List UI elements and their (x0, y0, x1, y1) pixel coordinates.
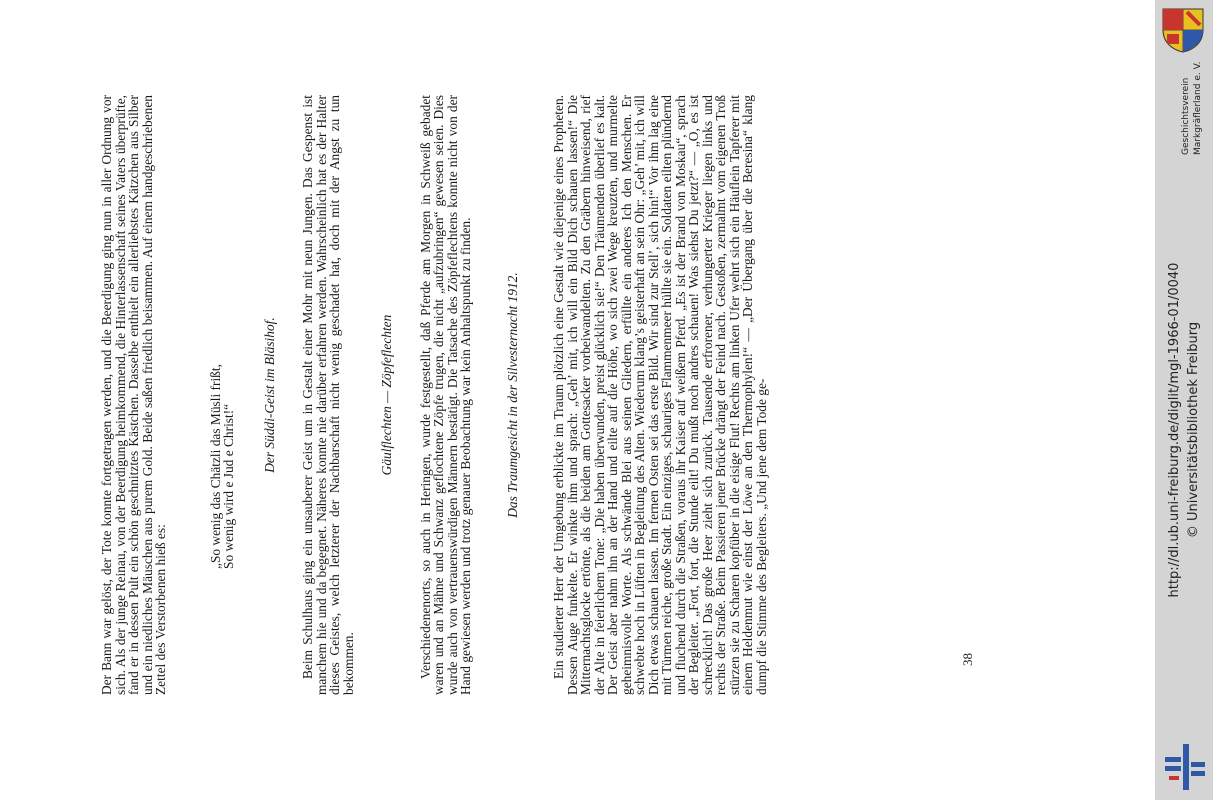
source-url-link[interactable]: http://dl.ub.uni-freiburg.de/diglit/mgl-1966-01/0040 (1167, 262, 1182, 598)
paragraph-4: Ein studierter Herr der Umgebung erblickte im Traum plötzlich eine Gestalt wie diejenige eines Propheten. Dessen Auge funkelte. Er winkte ihm und sprach: „Geh’ mit, ich will ein Bild Dich schauen lassen!“ Die Mitternachtsglocke ertönte, als die beiden am Gottesacker vorbeiwandelten. Zu den Gräbern hinweisend, rief der Alte in feierlichem Tone: „Die haben überwunden, preist glücklich sie!“ Den Träumenden überlief es kalt. Der Geist aber nahm ihn an der Hand und eilte auf die Höhe, wo sich zwei Wege kreuzten, und murmelte geheimnisvolle Worte. Als schwände Blei aus seinen Gliedern, erfüllte ein anderes Ich den Menschen. Er schwebte hoch in Lüften in Begleitung des Alten. Wiederum klang’s geisterhaft an sein Ohr: „Geh’ mit, ich will Dich etwas schauen lassen. Im fernen Osten sei das erste Bild. Wir sind zur Stell’, sich hin!“ Vor ihm lag eine mit Türmen reiche, große Stadt. Ein einziges, schauriges Flammenmeer hüllte sie ein. Soldaten eilten plündernd und fluchend durch die Straßen, voraus ihr Kaiser auf weißem Pferd. „Es ist der Brand von Moskau“, sprach der Begleiter. „Fort, fort, die Stunde eilt! Du mußt noch andres schauen! Was siehst Du jetzt?“ — „O, es ist schrecklich! Das große Heer zieht sich zurück. Tausende erfrorener, verhungerter Krieger liegen links und rechts der Straße. Beim Passieren jener Brücke drängt der Feind nach. Gestoßen, zermalmt vom eigenen Troß stürzen sie zu Scharen kopfüber in die eisige Flut! Rechts am linken Ufer wehrt sich ein Häuflein Tapferer mit einem Heldenmut wie einst der Löwe an den Thermophylen!“ — „Der Übergang über die Beresina“ klang dumpf die Stimme des Begleiters. „Und jene dem Tode ge- (551, 95, 769, 695)
paragraph-1: Der Bann war gelöst, der Tote konnte fortgetragen werden, und die Beerdigung ging nun in aller Ordnung vor sich. Als der junge Reinau, von der Beerdigung heimkommend, die Hinterlassenschaft seines Vaters überprüfte, fand er in dessen Pult ein schön geschnitztes Kästchen. Dasselbe enthielt ein allerliebstes Kätzchen aus Silber und ein niedliches Mäuschen aus purem Gold. Beide saßen friedlich beisammen. Auf einem handgeschriebenen Zettel des Verstorbenen hieß es: (99, 95, 168, 695)
page-number: 38 (960, 653, 975, 666)
heading-traumgesicht: Das Traumgesicht in der Silvesternacht 1912. (504, 272, 520, 518)
verse-line-2: So wenig wird e Jud e Christ!“ (221, 403, 236, 569)
paragraph-3: Verschiedenenorts, so auch in Heringen, wurde festgestellt, daß Pferde am Morgen in Schweiß gebadet waren und an Mähne und Schwanz geflochtene Zöpfe trugen, die nicht „aufzubringen“ gewesen seien. Dies wurde auch von vertrauenswürdigen Männern bestätigt. Die Tatsache des Zöpfeflechtens konnte nicht von der Hand gewiesen werden und trotz genauer Beobachtung war kein Anhaltspunkt zu finden. (417, 95, 473, 695)
source-info (1165, 170, 1205, 690)
society-line-1: Geschichtsverein (1181, 77, 1191, 155)
verse-line-1: „So wenig das Chätzli das Müsli frißt, (207, 364, 223, 569)
paragraph-2: Beim Schulhaus ging ein unsauberer Geist um in Gestalt einer Mohr mit neun Jungen. Das Gespenst ist manchem hie und da begegnet. Näheres konnte nie darüber erfahren werden. Wahrscheinlich hat es der Halter dieses Geistes, welch letzterer der Nachbarschaft nicht wenig geschadet hat, doch mit der Angst zu tun bekommen. (300, 95, 356, 695)
society-line-2: Markgräflerland e. V. (1193, 61, 1203, 155)
copyright-text: © Universitätsbibliothek Freiburg (1186, 321, 1201, 539)
ub-logo-icon[interactable] (1163, 744, 1207, 790)
crest-icon (1160, 6, 1206, 54)
heading-gaeulflechten: Gäulflechten — Zöpfeflechten (379, 314, 394, 476)
heading-sueddi-geist: Der Süddi-Geist im Bläsihof. (261, 317, 277, 473)
page-text-rotated (100, 95, 970, 695)
